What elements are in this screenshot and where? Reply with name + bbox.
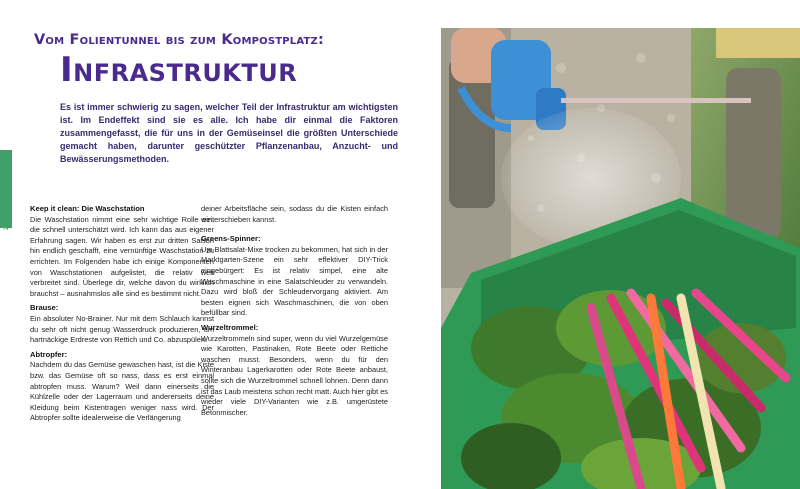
text-column-right (201, 204, 388, 422)
waschstation-text: Die Waschstation nimmt eine sehr wichtige Rolle ein, die schnell unterschätzt wird. Ich kann das aus eigener Erfahrung sagen. Wir haben es erst zur dritten Saison hin endlich geschafft, eine vernünftige Waschstation zu errichten. Im Folgenden habe ich einige Komponenten von Waschstationen aufgelistet, die relativ weit verbreitet sind. Überlege dir, welche davon du wirklich brauchst – ausnahmslos alle sind es bestimmt nicht. (30, 214, 214, 298)
greens-spinner-heading: Greens-Spinner: (201, 234, 261, 244)
greens-spinner-text: Um Blattsalat-Mixe trocken zu bekommen, hat sich in der Marktgarten-Szene ein sehr effektiver DIY-Trick eingebürgert: Es ist relativ simpel, eine alte Waschmaschine in eine Salatschleuder zu verwandeln. Dazu wird bloß der Schleudervorgang aktiviert. Am besten eignen sich Waschmaschinen, die von oben befüllbar sind. (201, 244, 388, 318)
abtropfer-continued-text: deiner Arbeitsfläche sein, sodass du die Kisten einfach weiterschieben kannst. (201, 204, 388, 224)
wurzeltrommel-text: Wurzeltrommeln sind super, wenn du viel Wurzelgemüse wie Karotten, Pastinaken, Rote Beete oder Rettiche waschen musst. Besonders, wenn du für den Winteranbau Lagerkarotten oder Rote Beete anbaust, sollte sich die Wurzeltrommel schnell lohnen. Denn dann ist das Laub meistens schon recht matt. Auch hier gibt es wieder viele DIY-Varianten wie z.B. umgerüstete Betonmischer. (201, 333, 388, 417)
text-column-left (30, 204, 214, 428)
page-title: Infrastruktur (60, 50, 298, 90)
brause-text: Ein absoluter No-Brainer. Nur mit dem Schlauch kannst du sehr oft nicht genug Wasserdruck produzieren, um hartnäckige Erdreste von Rettich und Co. abzuspülen. (30, 313, 214, 345)
waschstation-heading: Keep it clean: Die Waschstation (30, 204, 145, 213)
abtropfer-heading: Abtropfer: (30, 349, 68, 359)
chapter-label: 2 - Infrastruktur - 14 (4, 167, 10, 230)
intro-paragraph: Es ist immer schwierig zu sagen, welcher Teil der Infrastruktur am wichtigsten ist. Im Endeffekt sind sie es alle. Ich habe dir einmal die Faktoren zusammengefasst, die für uns in der Gemüseinsel die größten Unterschiede gemacht haben, darunter geschützter Pflanzenanbau, Anzucht- und Bewässerungsmethoden. (60, 102, 398, 164)
section-kicker: Vom Folientunnel bis zum Kompostplatz: (34, 32, 324, 48)
wurzeltrommel-heading: Wurzeltrommel: (201, 322, 259, 332)
abtropfer-text: Nachdem du das Gemüse gewaschen hast, ist die Kiste bzw. das Gemüse oft so nass, dass es erst einmal abtropfen muss. Warum? Weil dann einerseits die Kühlzelle oder der Lagerraum und andererseits deine Kleidung beim Kistentragen weniger nass wird. Der Abtropfer sollte idealerweise die Verlängerung (30, 360, 214, 423)
brause-heading: Brause: (30, 303, 59, 313)
photo-illustration (441, 28, 800, 489)
chard-washing-photo (441, 28, 800, 489)
